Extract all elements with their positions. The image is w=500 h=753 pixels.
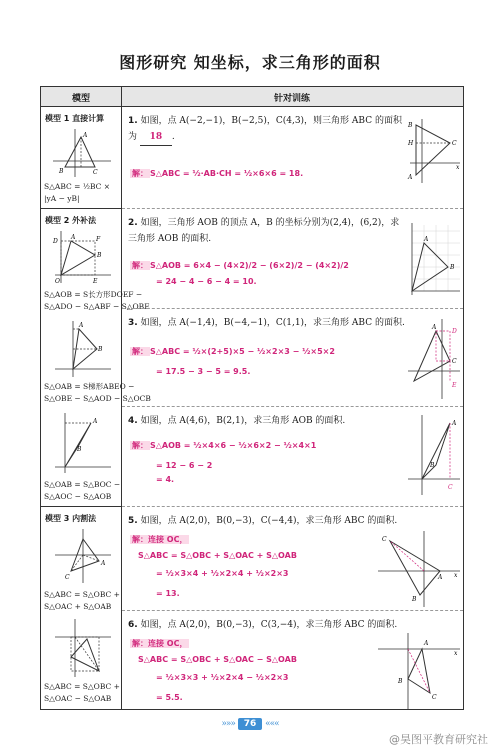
problem-3-figure [406,317,462,401]
model-1-tag: 模型 1 直接计算 [45,114,105,123]
page-title: 图形研究 知坐标，求三角形的面积 [119,53,381,72]
svg-text:H: H [408,140,414,147]
model-2-formula-2: S△ADO − S△ABF − S△OBE [44,302,150,311]
problem-2-cell [122,209,463,309]
model-3-formula-2: S△OAC + S△OAB [44,602,112,611]
left-arrows-icon: »»» [221,719,235,729]
problem-2-figure [406,221,462,297]
problem-3-solution-2: = 17.5 − 3 − 5 = 9.5. [156,367,251,376]
model-2-figure-b [51,319,113,379]
svg-text:F: F [96,236,101,243]
model-3-formula-3: S△ABC = S△OBC + [44,682,120,691]
problem-6-text: 6. 如图，点 A(2,0)，B(0,−3)，C(3,−4)，求三角形 ABC 的面积. [128,620,398,630]
problem-3-text: 3. 如图，点 A(−1,4)，B(−4,−1)，C(1,1)，求三角形 ABC 的面积. [128,318,405,328]
svg-text:B: B [430,462,435,469]
problem-1-answer: 18 [140,129,172,146]
svg-text:C: C [382,536,387,543]
problem-6-figure [376,631,462,711]
problem-5-figure [376,529,462,609]
svg-text:E: E [93,278,98,285]
model-1-formula-2: |yA − yB| [44,194,80,203]
problem-6-cell [122,611,463,711]
svg-text:C: C [432,694,437,701]
svg-text:C: C [93,169,98,176]
problem-2-text: 2. 如图，三角形 AOB 的顶点 A，B 的坐标分别为(2,4)，(6,2)，求三角形 AOB 的面积. [128,218,400,244]
svg-text:x: x [456,164,460,171]
model-3-tag: 模型 3 内割法 [45,514,97,523]
table-header [41,87,463,107]
svg-text:A: A [79,322,84,329]
problem-3-cell [122,309,463,407]
problem-4-solution-3: = 4. [156,475,175,484]
problem-5-solution-3: = 13. [156,589,180,598]
svg-text:C: C [452,358,457,365]
model-1-cell [41,107,121,209]
problem-3-solution-1: 解： S△ABC = ½×(2+5)×5 − ½×2×3 − ½×5×2 [132,347,335,356]
svg-text:A: A [452,420,457,427]
problem-5-solution-2: = ½×3×4 + ½×2×4 + ½×2×3 [156,569,289,578]
svg-text:B: B [77,446,82,453]
problem-1-cell [122,107,463,209]
page-number: 76 [238,718,263,730]
svg-text:B: B [59,168,64,175]
svg-text:E: E [452,382,457,389]
svg-text:B: B [398,678,403,685]
problem-4-figure [406,413,462,497]
model-1-figure [51,127,113,179]
problem-4-solution-1: 解： S△AOB = ½×4×6 − ½×6×2 − ½×4×1 [132,441,317,450]
problem-2-solution-2: = 24 − 4 − 6 − 4 = 10. [156,277,257,286]
problem-5-solution-label: 解：连接 OC， [132,535,188,544]
problem-5-text: 5. 如图，点 A(2,0)，B(0,−3)，C(−4,4)，求三角形 ABC 的面积. [128,516,398,526]
model-2-cell [41,209,151,507]
svg-text:x: x [454,572,458,579]
problem-6-solution-2: = ½×3×3 + ½×2×4 − ½×2×3 [156,673,289,682]
model-3-figure-a [51,527,113,585]
model-3-formula-4: S△OAC − S△OAB [44,694,112,703]
page-footer [0,718,500,730]
model-2-formula-1: S△AOB = S长方形DOEF − [44,290,143,299]
problem-5-cell [122,507,463,611]
svg-text:B: B [412,596,417,603]
header-training: 针对训练 [273,94,310,104]
problem-1-figure [406,117,462,185]
svg-text:A: A [424,640,429,647]
model-2-formula-3: S△OAB = S梯形ABEO − [44,382,135,391]
svg-text:B: B [450,264,455,271]
model-2-figure-a [51,229,113,285]
model-3-figure-b [51,617,113,679]
right-arrows-icon: ««« [265,719,279,729]
svg-text:A: A [71,234,76,241]
model-2-figure-c [51,411,113,475]
svg-text:O: O [55,278,60,285]
model-3-formula-1: S△ABC = S△OBC + [44,590,120,599]
svg-text:x: x [454,650,458,657]
problem-4-solution-2: = 12 − 6 − 2 [156,461,213,470]
model-3-cell [41,507,121,711]
svg-text:B: B [98,346,103,353]
problem-4-cell [122,407,463,507]
svg-text:A: A [101,560,106,567]
model-2-formula-6: S△AOC − S△AOB [44,492,112,501]
svg-text:C: C [65,574,70,581]
model-2-tag: 模型 2 外补法 [45,216,97,225]
problem-2-solution-1: 解： S△AOB = 6×4 − (4×2)/2 − (6×2)/2 − (4×2)/2 [132,261,349,270]
svg-text:D: D [452,328,457,335]
model-2-formula-5: S△OAB = S△BOC − [44,480,121,489]
watermark: @昊图平教育研究社 [389,733,488,746]
content-table [40,86,464,710]
svg-text:A: A [93,418,98,425]
problem-5-solution-1: S△ABC = S△OBC + S△OAC + S△OAB [138,551,297,560]
problem-1-solution: 解： S△ABC = ½·AB·CH = ½×6×6 = 18. [132,169,304,178]
header-model: 模型 [71,94,90,104]
svg-text:D: D [53,238,58,245]
problem-4-text: 4. 如图，点 A(4,6)，B(2,1)，求三角形 AOB 的面积. [128,416,346,426]
model-2-formula-4: S△OBE − S△AOD − S△OCB [44,394,151,403]
model-1-formula: S△ABC = ½BC × [44,182,111,191]
svg-text:B: B [97,252,102,259]
svg-text:C: C [448,484,453,491]
problem-6-solution-label: 解：连接 OC， [132,639,188,648]
svg-text:A: A [438,574,443,581]
svg-text:C: C [452,140,457,147]
svg-text:A: A [408,174,413,181]
problem-6-solution-3: = 5.5. [156,693,183,702]
problem-6-solution-1: S△ABC = S△OBC + S△OAC − S△OAB [138,655,297,664]
svg-text:B: B [408,122,413,129]
svg-text:A: A [83,132,88,139]
svg-text:A: A [424,236,429,243]
problem-1-text: 1. 如图，点 A(−2,−1)，B(−2,5)，C(4,3)，则三角形 ABC 的面积为 18 . [128,113,408,146]
svg-text:A: A [432,324,437,331]
